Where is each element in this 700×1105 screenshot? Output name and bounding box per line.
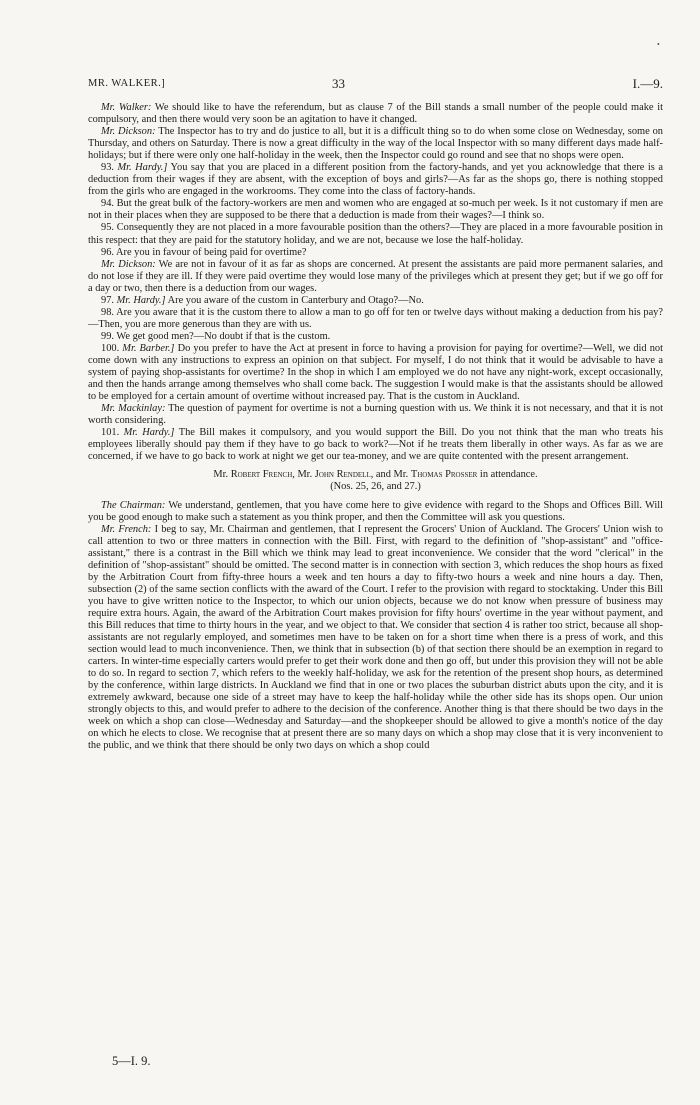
witness-name: Robert French: [230, 469, 293, 481]
paragraph-text: 94. But the great bulk of the factory-workers are men and women who are engaged at so-much per week. Is it not customary if men are not in their places when they are supposed to be there that a deduction is made from their wages?—I think so.: [88, 198, 663, 222]
document-page: [88, 66, 663, 752]
paragraph: [88, 427, 663, 463]
paragraph: [88, 102, 663, 126]
corner-mark: •: [657, 40, 660, 49]
page-header: [88, 66, 663, 91]
attendance-text: , Mr.: [292, 469, 315, 481]
paragraph-text: 99. We get good men?—No doubt if that is the custom.: [101, 330, 331, 342]
paragraph: [88, 331, 663, 343]
speaker: Mr. Dickson:: [101, 258, 156, 270]
paragraph: [88, 259, 663, 295]
paragraph: [88, 198, 663, 222]
paragraph: [88, 500, 663, 524]
speaker: Mr. French:: [101, 523, 152, 535]
document-body: [88, 102, 663, 752]
attendance-numbers: (Nos. 25, 26, and 27.): [330, 481, 421, 493]
question-number: 100.: [101, 342, 123, 354]
speaker: Mr. Dickson:: [101, 126, 156, 138]
paragraph: [88, 126, 663, 162]
paragraph-text: 98. Are you aware that it is the custom there to allow a man to go off for ten or twelve days without making a deduction from his pay?—Then, you are more generous than they are with us.: [88, 306, 663, 330]
paragraph: [88, 295, 663, 307]
paragraph-text: We are not in favour of it as far as shops are concerned. At present the assistants are paid more permanent salaries, and do not lose if they are ill. If they were paid overtime they would lose many of the privileges which at present they get; but if we go off for a day or two, then there is a deduction from our wages.: [88, 258, 663, 294]
question-number: 97.: [101, 294, 117, 306]
attendance-heading: [88, 469, 663, 481]
paragraph-text: 95. Consequently they are not placed in a more favourable position than the others?—They are placed in a more favourable position in this respect: that they are paid for the statutory holiday, and we are not, because we lose the half-holiday.: [88, 222, 663, 246]
speaker: Mr. Barber.]: [122, 342, 175, 354]
paragraph: [88, 403, 663, 427]
speaker: The Chairman:: [101, 499, 166, 511]
paragraph-text: I beg to say, Mr. Chairman and gentlemen, that I represent the Grocers' Union of Auckland. The Grocers' Union wish to call attention to two or three matters in connection with the Bill. First, with regard to the definition of "shop-assistant" and "office-assistant," there is a contrast in the Bill which we think may lead to great inconvenience. We consider that the word "clerical" in the definition of "shop-assistant" should be omitted. The second matter is in connection with section 3, which reduces the shop hours as fixed by the Arbitration Court from fifty-three hours a week and ten hours a day to fifty-two hours a week and nine hours a day. Then, subsection (2) of the same section conflicts with the award of the Court. I refer to the provision with regard to stocktaking. Under this Bill you have to give written notice to the Inspector, to which our union objects, because we do not know when pressure of business may require extra hours. Again, the award of the Arbitration Court makes provision for fifty hours' overtime in the year without payment, and this Bill reduces that time to thirty hours in the year, and we object to that. We consider that section 4 is rather too strict, because all shop-assistants are not regularly employed, and sometimes men have to be taken on for a short time when there is a press of work, and this section would lead to much inconvenience. Then, we think that in subsection (b) of that section there should be an exemption in regard to carters. In winter-time especially carters would prefer to get their work done and then go off, but under this provision they will not be able to do so. In regard to section 7, which refers to the weekly half-holiday, we ask for the retention of the present shop hours, as determined by the conference, within large districts. In Auckland we find that in one or two places the suburban district abuts upon the city, and it is extremely awkward, because one side of a street may have to keep the half-holiday while the other side has its shops open. Our union strongly objects to this, and would prefer to adhere to the decision of the conference. Another thing is that there should be two days in the week on which a shop can close—Wednesday and Saturday—and the shopkeeper should be allowed to give a month's notice of the day on which he elects to close. We recognise that at present there are so many days on which a shop may close that it is very inconvenient to the public, and we think that there should be only two days on which a shop could: [88, 523, 663, 752]
paragraph: [88, 307, 663, 331]
attendance-text: , and Mr.: [370, 469, 411, 481]
question-number: 93.: [101, 162, 118, 174]
speaker: Mr. Hardy.]: [116, 294, 166, 306]
page-number: 33: [332, 76, 345, 91]
witness-name: Thomas Prosser: [410, 469, 478, 481]
paragraph-text: The Inspector has to try and do justice to all, but it is a difficult thing so to do when some close on Wednesday, some on Thursday, and others on Saturday. There is now a great difficulty in the way of the local Inspector with so many different days made half-holidays; but if there were only one half-holiday in the week, then the Inspector could go round and see that no shops were open.: [88, 126, 663, 162]
attendance-text: in attendance.: [477, 469, 538, 481]
paragraph: [88, 343, 663, 403]
witness-name: John Rendell: [314, 469, 371, 481]
speaker: Mr. Mackinlay:: [101, 403, 166, 415]
paragraph-text: Do you prefer to have the Act at present in force to having a provision for paying for overtime?—Well, we did not come down with any instructions to express an opinion on that subject. For myself, I do not think that it would be advisable to have a system of paying shop-assistants for overtime? In the shop in which I am employed we do not have any night-work, except occasionally, and then the hands arrange among themselves who shall come back. The suggestion I would make is that the assistants should be allowed to be employed for a certain amount of overtime without increased pay. That is the custom in Auckland.: [88, 342, 664, 403]
speaker: Mr. Walker:: [101, 102, 152, 113]
signature-mark: 5—I. 9.: [112, 1054, 151, 1068]
speaker: Mr. Hardy.]: [117, 162, 168, 174]
question-number: 101.: [101, 427, 124, 439]
paragraph-text: We understand, gentlemen, that you have come here to give evidence with regard to the Shops and Offices Bill. Will you be good enough to make such a statement as you think proper, and then the Committee will ask you questions.: [88, 499, 663, 523]
paragraph-text: 96. Are you in favour of being paid for overtime?: [101, 246, 307, 258]
attendance-text: Mr.: [213, 469, 231, 481]
paragraph: [88, 162, 663, 198]
paragraph-text: You say that you are placed in a different position from the factory-hands, and yet you acknowledge that there is a deduction from their wages if they are absent, with the exception of boys and girls?—As far as the shops go, there is nothing stopped from the girls who are engaged in the workrooms. They come into the class of factory-hands.: [88, 162, 663, 198]
paragraph-text: The Bill makes it compulsory, and you would support the Bill. Do you not think that the man who treats his employees liberally should pay them if they have to go back to work?—Not if he treats them liberally in other ways. As far as we are concerned, if we have to go back to work at night we get our tea-money, and we are quite contented with the present arrangement.: [88, 427, 663, 463]
paragraph: [88, 247, 663, 259]
paragraph-text: Are you aware of the custom in Canterbury and Otago?—No.: [165, 294, 424, 306]
paragraph-text: We should like to have the referendum, but as clause 7 of the Bill stands a small number of the people could make it compulsory, and then there would very soon be an agitation to have it changed.: [88, 102, 663, 126]
header-witness: MR. WALKER.]: [88, 78, 166, 89]
paragraph: [88, 222, 663, 246]
speaker: Mr. Hardy.]: [123, 427, 175, 439]
paragraph: [88, 524, 663, 753]
paragraph-text: The question of payment for overtime is not a burning question with us. We think it is not necessary, and that it is not worth considering.: [88, 403, 663, 427]
paper-reference: I.—9.: [632, 76, 663, 91]
